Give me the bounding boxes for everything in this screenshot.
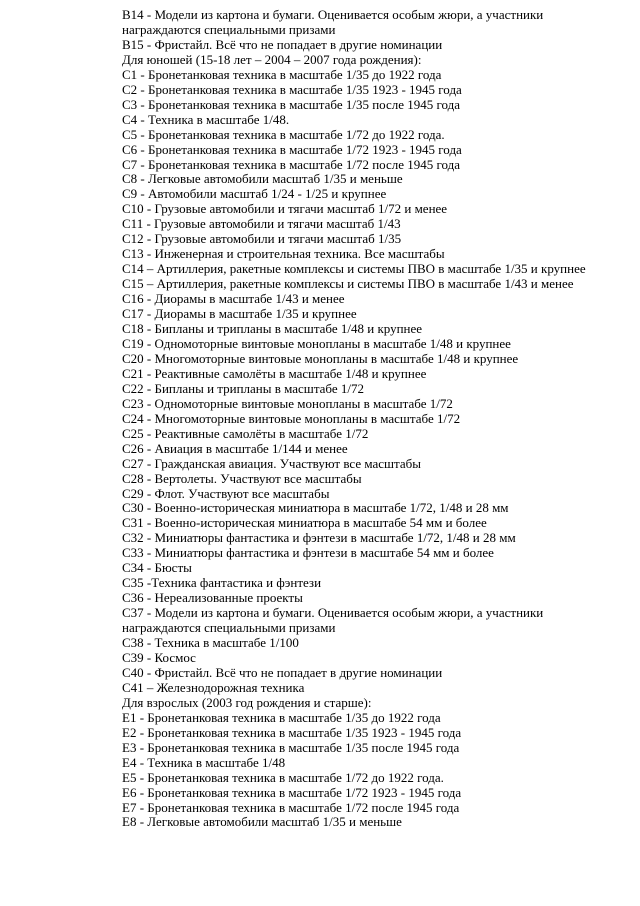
category-line: Е6 - Бронетанковая техника в масштабе 1/72 1923 - 1945 года bbox=[122, 784, 462, 800]
category-line: С2 - Бронетанковая техника в масштабе 1/35 1923 - 1945 года bbox=[122, 81, 462, 97]
category-line: С12 - Грузовые автомобили и тягачи масштаб 1/35 bbox=[122, 231, 402, 247]
category-line: С11 - Грузовые автомобили и тягачи масштаб 1/43 bbox=[122, 216, 401, 232]
category-line: С28 - Вертолеты. Участвуют все масштабы bbox=[122, 470, 362, 486]
category-line: С20 - Многомоторные винтовые монопланы в масштабе 1/48 и крупнее bbox=[122, 350, 519, 366]
category-line: С15 – Артиллерия, ракетные комплексы и системы ПВО в масштабе 1/43 и менее bbox=[122, 276, 574, 292]
category-line: В14 - Модели из картона и бумаги. Оценивается особым жюри, а участники награждаются специальными призами bbox=[122, 7, 544, 37]
section-header: Для юношей (15-18 лет – 2004 – 2007 года рождения): bbox=[122, 51, 422, 67]
category-line: С5 - Бронетанковая техника в масштабе 1/72 до 1922 года. bbox=[122, 126, 445, 142]
category-line: С24 - Многомоторные винтовые монопланы в масштабе 1/72 bbox=[122, 410, 461, 426]
category-line: С19 - Одномоторные винтовые монопланы в масштабе 1/48 и крупнее bbox=[122, 335, 511, 351]
category-line: Е2 - Бронетанковая техника в масштабе 1/35 1923 - 1945 года bbox=[122, 724, 462, 740]
category-line: С23 - Одномоторные винтовые монопланы в масштабе 1/72 bbox=[122, 395, 453, 411]
category-line: С6 - Бронетанковая техника в масштабе 1/72 1923 - 1945 года bbox=[122, 141, 462, 157]
category-line: С27 - Гражданская авиация. Участвуют все масштабы bbox=[122, 455, 421, 471]
category-line: С35 -Техника фантастика и фэнтези bbox=[122, 575, 322, 591]
category-line: С30 - Военно-историческая миниатюра в масштабе 1/72, 1/48 и 28 мм bbox=[122, 500, 509, 516]
category-line: С29 - Флот. Участвуют все масштабы bbox=[122, 485, 330, 501]
category-line: С39 - Космос bbox=[122, 649, 196, 665]
category-line: С38 - Техника в масштабе 1/100 bbox=[122, 635, 299, 651]
category-line: С3 - Бронетанковая техника в масштабе 1/35 после 1945 года bbox=[122, 96, 461, 112]
category-line: Е3 - Бронетанковая техника в масштабе 1/35 после 1945 года bbox=[122, 739, 460, 755]
category-line: С22 - Бипланы и трипланы в масштабе 1/72 bbox=[122, 380, 364, 396]
category-line: С41 – Железнодорожная техника bbox=[122, 679, 305, 695]
category-line: С40 - Фристайл. Всё что не попадает в другие номинации bbox=[122, 664, 443, 680]
category-line: Е5 - Бронетанковая техника в масштабе 1/72 до 1922 года. bbox=[122, 769, 444, 785]
section-header: Для взрослых (2003 год рождения и старше): bbox=[122, 694, 372, 710]
category-line: С10 - Грузовые автомобили и тягачи масштаб 1/72 и менее bbox=[122, 201, 448, 217]
category-line: С34 - Бюсты bbox=[122, 560, 192, 576]
category-line: С16 - Диорамы в масштабе 1/43 и менее bbox=[122, 291, 345, 307]
category-line: С31 - Военно-историческая миниатюра в масштабе 54 мм и более bbox=[122, 515, 487, 531]
category-line: Е7 - Бронетанковая техника в масштабе 1/72 после 1945 года bbox=[122, 799, 460, 815]
category-line: С8 - Легковые автомобили масштаб 1/35 и меньше bbox=[122, 171, 403, 187]
document-body bbox=[122, 8, 599, 830]
category-line: Е1 - Бронетанковая техника в масштабе 1/35 до 1922 года bbox=[122, 709, 441, 725]
category-line: В15 - Фристайл. Всё что не попадает в другие номинации bbox=[122, 36, 443, 52]
category-line: С26 - Авиация в масштабе 1/144 и менее bbox=[122, 440, 348, 456]
category-line: С25 - Реактивные самолёты в масштабе 1/72 bbox=[122, 425, 369, 441]
category-line: С18 - Бипланы и трипланы в масштабе 1/48 и крупнее bbox=[122, 321, 423, 337]
category-line: Е8 - Легковые автомобили масштаб 1/35 и меньше bbox=[122, 814, 402, 830]
category-line: С36 - Нереализованные проекты bbox=[122, 590, 303, 606]
category-line: С14 – Артиллерия, ракетные комплексы и системы ПВО в масштабе 1/35 и крупнее bbox=[122, 261, 586, 277]
category-line: С9 - Автомобили масштаб 1/24 - 1/25 и крупнее bbox=[122, 186, 387, 202]
category-line: С37 - Модели из картона и бумаги. Оценивается особым жюри, а участники награждаются специальными призами bbox=[122, 605, 544, 636]
category-line: С32 - Миниатюры фантастика и фэнтези в масштабе 1/72, 1/48 и 28 мм bbox=[122, 530, 516, 546]
category-line: С21 - Реактивные самолёты в масштабе 1/48 и крупнее bbox=[122, 365, 427, 381]
category-line: С7 - Бронетанковая техника в масштабе 1/72 после 1945 года bbox=[122, 156, 461, 172]
category-line: С13 - Инженерная и строительная техника. Все масштабы bbox=[122, 246, 445, 262]
category-line: С4 - Техника в масштабе 1/48. bbox=[122, 111, 290, 127]
category-line: С1 - Бронетанковая техника в масштабе 1/35 до 1922 года bbox=[122, 66, 442, 82]
category-line: Е4 - Техника в масштабе 1/48 bbox=[122, 754, 286, 770]
category-line: С17 - Диорамы в масштабе 1/35 и крупнее bbox=[122, 306, 357, 322]
category-line: С33 - Миниатюры фантастика и фэнтези в масштабе 54 мм и более bbox=[122, 545, 494, 561]
